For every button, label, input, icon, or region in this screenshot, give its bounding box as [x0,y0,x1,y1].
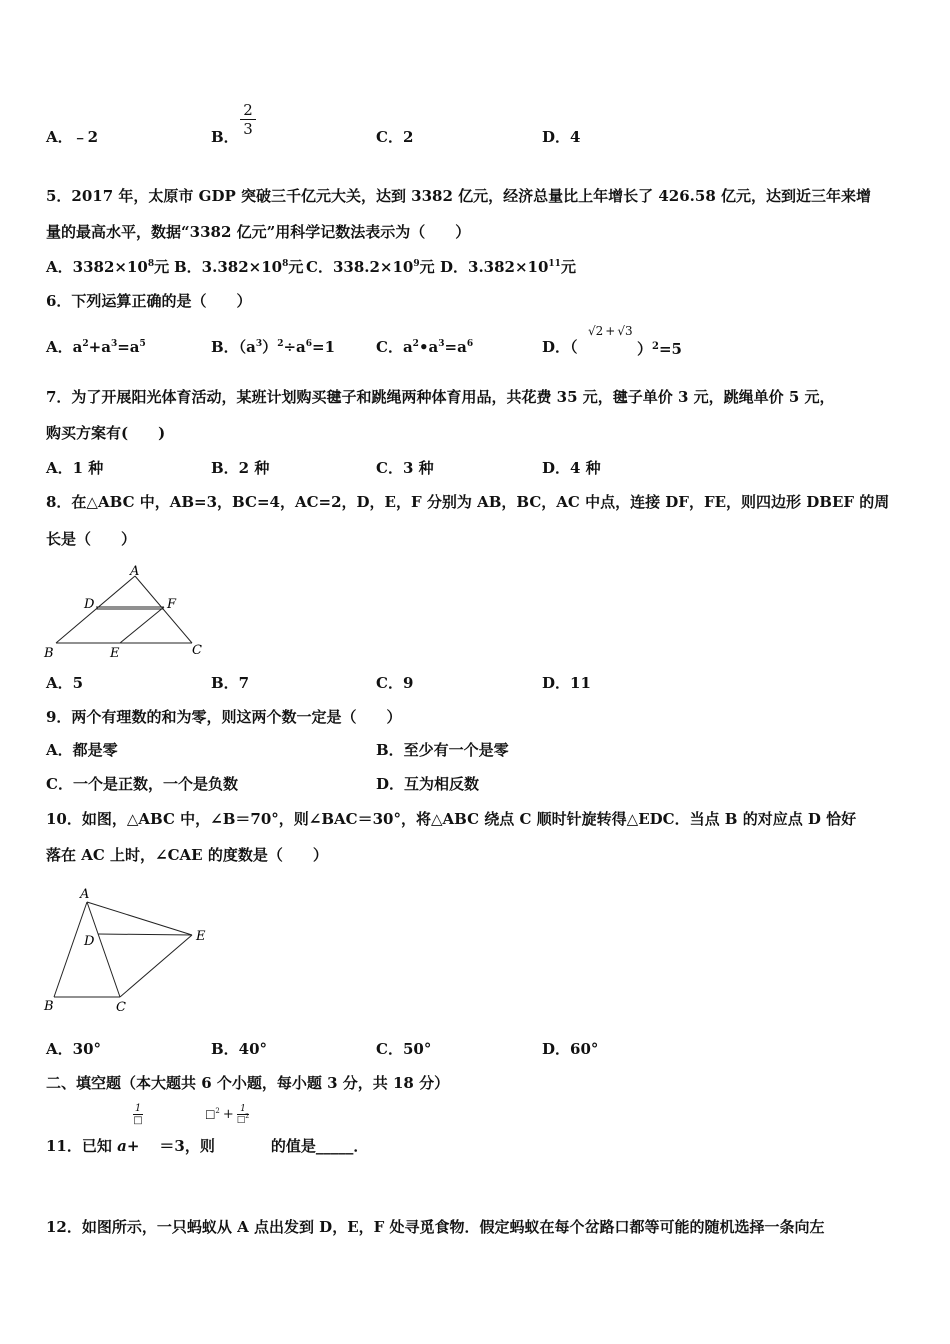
section2-heading: 二、填空题（本大题共 6 个小题，每小题 3 分，共 18 分） [46,1074,450,1092]
q5-option-c: C．$338.2\times 10^9$元 [306,258,435,276]
q8-option-c: C．9 [376,674,414,692]
q11-expression: □$^2$ + $\frac{1}{□^2}$ [205,1104,250,1125]
q6-option-c: C．$a^2•a^3=a^6$ [376,338,474,356]
line-ab [54,902,87,997]
q8-option-d: D．11 [542,674,591,692]
q10-option-d: D．60° [542,1040,599,1058]
q8-option-a: A．5 [46,674,84,692]
q6-option-a: A．$a^2+a^3=a^5$ [46,338,146,356]
q8-triangle-figure [40,560,220,665]
q5-stem-line2: 量的最高水平，数据“3382 亿元”用科学记数法表示为（ ） [46,223,471,241]
q5-stem-line1: 5．2017 年，太原市 GDP 突破三千亿元大关，达到 3382 亿元，经济总量比上年增长了 426.58 亿元，达到近三年来增 [46,187,871,205]
q10-option-c: C．50° [376,1040,432,1058]
q8-stem-line1: 8．在△ABC 中，AB=3，BC=4，AC=2，D，E，F 分别为 AB，BC，AC 中点，连接 DF，FE，则四边形 DBEF 的周 [46,493,890,511]
q5-option-d: D．$3.382\times 10^{11}$元 [440,258,576,276]
q10-option-a: A．30° [46,1040,102,1058]
q11-frac1 [133,1103,143,1126]
line-ae [87,902,192,935]
fraction-denominator: 3 [240,119,256,138]
q8-option-b: B．7 [211,674,250,692]
label-a: A [80,887,90,902]
q5-option-b: B．$3.382\times 10^8$元 [174,258,304,276]
q6-option-b: B．$(a^3)^2\div a^6=1$ [211,338,336,356]
label-a: A [130,564,140,579]
line-ac [87,902,120,997]
q6-d-sqrt-expr: √2 + √3 [588,324,633,338]
q6-stem: 6．下列运算正确的是（ ） [46,292,252,310]
q7-stem-line1: 7．为了开展阳光体育活动，某班计划购买毽子和跳绳两种体育用品，共花费 35 元，毽子单价 3 元，跳绳单价 5 元， [46,388,835,406]
fraction-numerator: 1 [134,1103,142,1114]
line-ec [120,935,192,997]
q7-option-d: D．4 种 [542,459,601,477]
label-d: D [84,597,95,612]
q12-stem-line1: 12．如图所示，一只蚂蚁从 A 点出发到 D，E，F 处寻觅食物．假定蚂蚁在每个岔路口都等可能的随机选择一条向左 [46,1218,825,1236]
q9-option-d: D．互为相反数 [376,775,480,793]
q7-option-c: C．3 种 [376,459,434,477]
q4-b-fraction [240,101,256,138]
q7-option-b: B．2 种 [211,459,270,477]
fraction-denominator: □ [133,1115,143,1126]
q4-option-b: B． [211,128,239,146]
q10-rotation-figure [40,880,220,1020]
label-c: C [116,1000,126,1015]
q9-option-c: C．一个是正数，一个是负数 [46,775,238,793]
q6-option-d: D．（ [542,338,578,356]
fraction-numerator: 2 [243,101,253,119]
q6-option-d-tail: ）$^2$=5 [637,340,682,358]
label-c: C [192,643,202,658]
q9-stem: 9．两个有理数的和为零，则这两个数一定是（ ） [46,708,402,726]
q11-stem: 11．已知 a+ ＝3，则 的值是_____． [46,1137,369,1155]
q9-option-b: B．至少有一个是零 [376,741,509,759]
q4-option-d: D．4 [542,128,581,146]
q10-option-b: B．40° [211,1040,268,1058]
q7-option-a: A．1 种 [46,459,104,477]
q5-option-a: A．$3382\times 10^8$元 [46,258,170,276]
q7-stem-line2: 购买方案有( ) [46,424,166,442]
q10-stem-line2: 落在 AC 上时，∠CAE 的度数是（ ） [46,846,328,864]
line-fe [120,607,164,643]
label-e: E [196,929,206,944]
q9-option-a: A．都是零 [46,741,118,759]
q4-option-a: A．﹣2 [46,128,99,146]
q8-stem-line2: 长是（ ） [46,530,137,548]
label-e: E [110,646,120,661]
q10-stem-line1: 10．如图，△ABC 中，∠B＝70°，则∠BAC＝30°，将△ABC 绕点 C 顺时针旋转得△EDC．当点 B 的对应点 D 恰好 [46,810,857,828]
label-f: F [167,597,177,612]
label-b: B [44,646,54,661]
q4-option-c: C．2 [376,128,414,146]
label-d: D [84,934,95,949]
label-b: B [44,999,54,1014]
line-de [98,934,192,935]
